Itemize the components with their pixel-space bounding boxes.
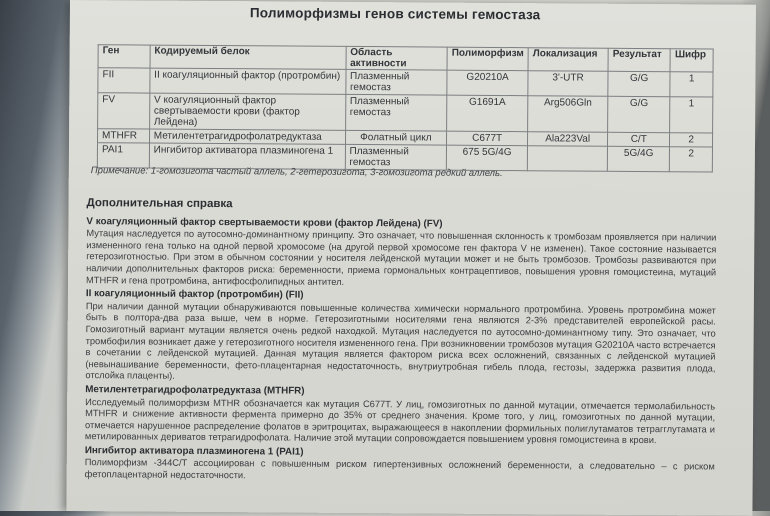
table-row (98, 93, 713, 133)
cell-polymorphism: G20210A (447, 70, 528, 96)
subsection-text-mthfr: Исследуемый полиморфизм MTHR обозначается как мутация C677T. У лиц, гомозиготных по данной мутации, отмечается термолабильность MTHFR и снижение активности фермента примерно до 35% от среднего значения. Кроме того, у лиц, гомозиготных по данной мутации, отмечается нарушенное распределение фолатов в эритроцитах, выражающееся в накоплении формильных полиглутаматов тетрагглутамата и метилированных дериватов тетрагидрофолата. Наличие этой мутации сопровождается повышением уровня гомоцистеина в крови. (84, 396, 716, 446)
header-area: Область активности (346, 46, 448, 70)
table-note: Примечание: 1-гомозигота частый аллель, 2-гетерозигота, 3-гомозигота редкий аллель. (90, 165, 503, 180)
cell-protein: Ингибитор активатора плазминогена 1 (149, 143, 345, 169)
cell-result: G/G (608, 96, 671, 132)
genes-table (97, 44, 714, 172)
subsection-heading-fv: V коагуляционный фактор свертываемости крови (фактор Лейдена) (FV) (86, 215, 443, 230)
document-page (66, 0, 756, 516)
subsection-heading-mthfr: Метилентетрагидрофолатредуктаза (MTHFR) (85, 384, 305, 397)
cell-gene: FII (98, 68, 150, 93)
header-protein: Кодируемый белок (150, 45, 346, 69)
cell-protein: II коагуляционный фактор (протромбин) (150, 68, 346, 94)
cell-gene: FV (98, 93, 150, 129)
subsection-text-fv: Мутация наследуется по аутосомно-доминантному принципу. Это означает, что повышенная склонность к тромбозам проявляется при наличии измененного гена только на одной первой хромосоме (на другой первой хромосоме ген фактора V не изменен). Такое состояние называется гетерозиготностью. При этом в обычном состоянии у носителя лейденской мутации может и не быть тромбозов. Тромбозы развиваются при наличии дополнительных факторов риска: беременности, приема гормональных контрацептивов, повышения уровня гомоцистеина, мутаций MTHFR и гена протромбина, антифосфолипидных антител. (86, 228, 717, 287)
cell-result: 5G/4G (607, 146, 669, 171)
cell-polymorphism: C677T (447, 131, 528, 146)
cell-polymorphism: G1691A (447, 95, 528, 132)
cell-code: 2 (670, 147, 713, 172)
cell-code: 1 (670, 97, 713, 133)
cell-localization (527, 146, 607, 172)
subsection-text-pai1: Полиморфизм -344C/T ассоциирован с повышенным риском гипертензивных осложнений беременности, а следовательно – с риском фетоплацентарной недостаточности. (84, 457, 715, 481)
cell-protein: Метилентетрагидрофолатредуктаза (149, 129, 345, 144)
section-title: Дополнительная справка (86, 197, 233, 211)
subsection-heading-fii: II коагуляционный фактор (протромбин) (FII) (85, 288, 304, 301)
subsection-text-fii: При наличии данной мутации обнаруживаются повышенные количества химически нормального протромбина. Уровень протромбина может быть в полтора-два раза выше, чем в норме. Гетерозиготными носителями гена являются 2-3% представителей европейской расы. Гомозиготный вариант мутации является очень редкой находкой. Мутация наследуется по аутосомно-доминантному типу. Это означает, что тромбофилия возникает даже у гетерозиготного носителя измененного гена. При возникновении тромбозов мутация G20210A часто встречается в сочетании с лейденской мутацией. Данная мутация является фактором риска всех осложнений, связанных с лейденской мутацией (невынашивание беременности, фето-плацентарная недостаточность, внутриутробная гибель плода, гестозы, задержка развития плода, отслойка плаценты). (85, 300, 716, 382)
cell-polymorphism: 675 5G/4G (446, 145, 527, 171)
header-localization: Локализация (528, 48, 608, 72)
page-title: Полиморфизмы генов системы гемостаза (249, 5, 541, 23)
cell-localization: 3'-UTR (528, 71, 608, 97)
header-gene: Ген (98, 45, 150, 68)
cell-result: C/T (608, 132, 670, 146)
cell-area: Плазменный гемостаз (345, 69, 447, 95)
cell-area: Фолатный цикл (345, 130, 447, 145)
cell-localization: Arg506Gln (528, 96, 608, 133)
header-code: Шифр (670, 49, 713, 72)
reference-section (85, 198, 717, 487)
subsection-heading-pai1: Ингибитор активатора плазминогена 1 (PAI1) (84, 444, 304, 458)
cell-protein: V коагуляционный фактор свертываемости крови (фактор Лейдена) (149, 93, 345, 130)
cell-result: G/G (608, 71, 670, 96)
cell-code: 1 (670, 72, 713, 97)
header-polymorphism: Полиморфизм (447, 47, 528, 71)
cell-gene: MTHFR (98, 129, 150, 143)
header-result: Результат (608, 48, 670, 71)
cell-gene: PAI1 (97, 143, 149, 168)
cell-code: 2 (670, 133, 713, 147)
cell-area: Плазменный гемостаз (345, 144, 447, 170)
cell-localization: Ala223Val (528, 132, 608, 147)
cell-area: Плазменный гемостаз (345, 94, 447, 131)
